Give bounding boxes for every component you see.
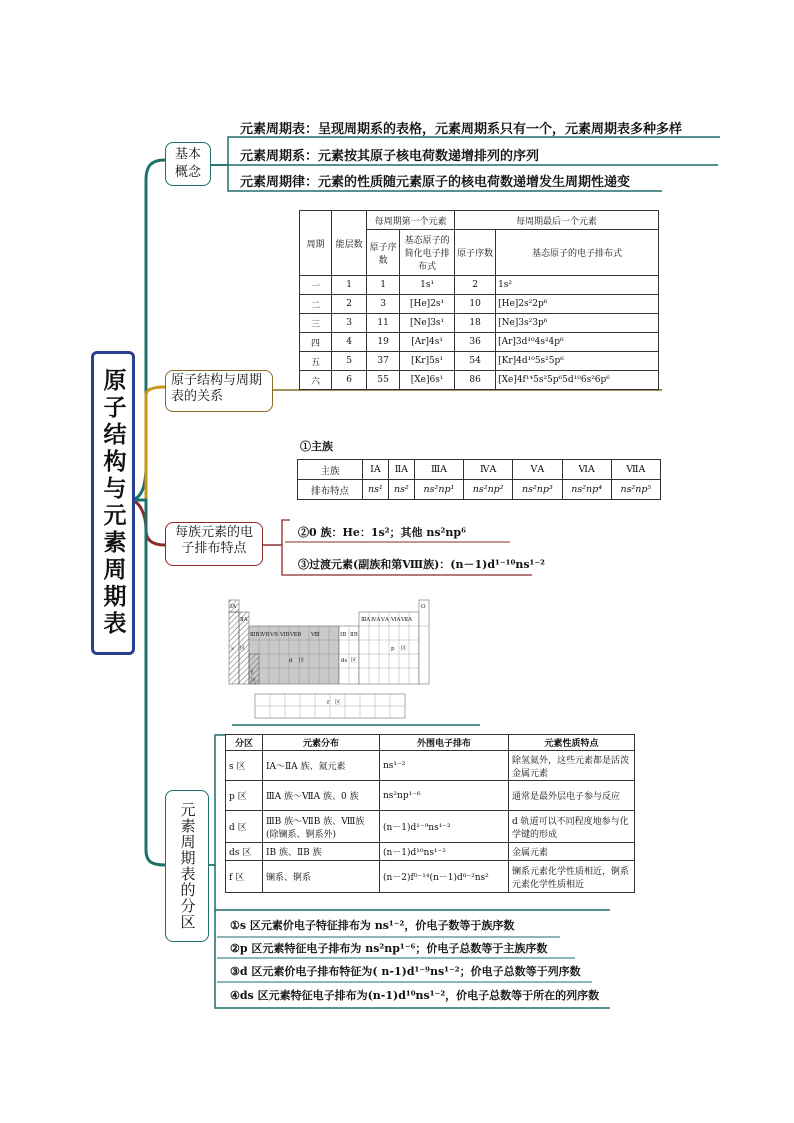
th-z1: 原子序数 [367,230,400,276]
root-title-box [91,351,135,655]
pt-label-iiia: ⅢA [361,617,371,623]
table-row: 六 6 55 [Xe]6s¹ 86 [Xe]4f¹⁴5s²5p⁶5d¹⁰6s²6p⁶ [300,371,659,390]
pt-label-iva: ⅣA [371,617,381,623]
pt-label-vb: ⅤB [270,632,279,638]
family-node [165,522,263,566]
pt-label-p-zone: 区 [401,646,407,652]
basic-item-1: 元素周期表：呈现周期系的表格，元素周期系只有一个，元素周期表多种多样 [240,122,683,137]
pt-label-iia: ⅡA [240,617,248,623]
pt-label-f2: f [327,700,330,706]
pt-label-iib: ⅡB [350,632,358,638]
transition-text: ③过渡元素(副族和第Ⅷ族)：(n－1)d¹⁻¹⁰ns¹⁻² [298,558,545,571]
basic-item-2: 元素周期系：元素按其原子核电荷数递增排列的序列 [240,149,540,164]
zones-table-wrap [225,734,635,893]
pt-label-ib: ⅠB [340,632,347,638]
table-row: p 区 ⅢA 族～ⅦA 族、0 族 ns²np¹⁻⁶ 通常是最外层电子参与反应 [226,781,635,811]
root-title: 原子结构与元素周期表 [99,368,127,638]
pt-label-iiib: ⅢB [250,632,260,638]
zones-node [165,790,209,942]
pt-label-viii: Ⅷ [311,632,320,638]
pt-label-o: O [421,604,426,610]
zone-note-3: ③d 区元素价电子排布特征为( n-1)d¹⁻⁹ns¹⁻²；价电子总数等于列序数 [230,965,581,978]
pt-label-f-zone: 区 [251,678,257,684]
pt-label-ia: IA [230,604,237,610]
th-cfg1: 基态原子的简化电子排布式 [400,230,455,276]
pt-label-vib: ⅥB [280,632,290,638]
table-row: 排布特点 ns¹ ns² ns²np¹ ns²np² ns²np³ ns²np⁴ ns²np⁵ [298,480,661,500]
zone-note-2: ②p 区元素特征电子排布为 ns²np¹⁻⁶；价电子总数等于主族序数 [230,942,548,955]
pt-label-s: s [231,646,234,652]
zone-note-1: ①s 区元素价电子特征排布为 ns¹⁻²，价电子数等于族序数 [230,919,515,932]
period-table-wrap [299,210,659,390]
pt-label-va: ⅤA [381,617,389,623]
th-first: 每周期第一个元素 [367,211,455,230]
pt-label-p: p [391,646,395,652]
periodic-zone-sketch [227,598,437,720]
table-row: 分区 元素分布 外围电子排布 元素性质特点 [226,735,635,751]
main-group-title: ①主族 [300,440,333,453]
zero-group-text: ②0 族：He：1s²；其他 ns²np⁶ [298,526,466,539]
main-group-table [297,459,661,500]
table-row: 主族 ⅠA ⅡA ⅢA ⅣA ⅤA ⅥA ⅦA [298,460,661,480]
pt-label-via: ⅥA [391,617,401,623]
main-group-table-wrap [297,459,661,500]
table-row: ds 区 ⅠB 族、ⅡB 族 (n－1)d¹⁰ns¹⁻² 金属元素 [226,843,635,861]
pt-label-f: f [251,670,254,676]
relation-node [165,370,273,412]
pt-label-f2-zone: 区 [335,700,341,706]
th-period: 周期 [300,211,332,276]
pt-label-ivb: ⅣB [260,632,270,638]
table-row: 四 4 19 [Ar]4s¹ 36 [Ar]3d¹⁰4s²4p⁶ [300,333,659,352]
zone-note-4: ④ds 区元素特征电子排布为(n-1)d¹⁰ns¹⁻²，价电子总数等于所在的列序数 [230,989,600,1002]
relation-label: 原子结构与周期表的关系 [171,373,263,404]
pt-label-viib: ⅦB [290,632,302,638]
table-row: 五 5 37 [Kr]5s¹ 54 [Kr]4d¹⁰5s²5p⁶ [300,352,659,371]
th-z2: 原子序数 [455,230,496,276]
zones-table [225,734,635,893]
table-row: s 区 ⅠA～ⅡA 族、氦元素 ns¹⁻² 除氢氦外，这些元素都是活泼金属元素 [226,751,635,781]
table-row: 三 3 11 [Ne]3s¹ 18 [Ne]3s²3p⁶ [300,314,659,333]
family-label: 每族元素的电子排布特点 [174,525,253,556]
basic-item-3: 元素周期律：元素的性质随元素原子的核电荷数递增发生周期性递变 [240,175,631,190]
pt-label-ds-zone: 区 [351,658,357,664]
pt-label-ds: ds [341,658,348,664]
pt-label-d-zone: 区 [299,658,305,664]
th-shells: 能层数 [332,211,367,276]
table-row: f 区 镧系、锕系 (n－2)f⁰⁻¹⁴(n－1)d⁰⁻²ns² 镧系元素化学性质相近，锕系元素化学性质相近 [226,861,635,893]
table-row: 二 2 3 [He]2s¹ 10 [He]2s²2p⁶ [300,295,659,314]
zones-label: 元素周期表的分区 [178,802,197,930]
th-cfg2: 基态原子的电子排布式 [496,230,659,276]
basic-concept-label: 基本概念 [174,147,201,180]
pt-label-s-zone: 区 [240,646,246,652]
basic-concept-node [165,142,211,186]
pt-label-d: d [289,658,293,664]
table-row: d 区 ⅢB 族～ⅦB 族、Ⅷ族(除镧系、锕系外) (n－1)d¹⁻⁹ns¹⁻² d 轨道可以不同程度地参与化学键的形成 [226,811,635,843]
table-row: 一 1 1 1s¹ 2 1s² [300,276,659,295]
th-last: 每周期最后一个元素 [455,211,659,230]
pt-label-viia: ⅦA [401,617,413,623]
period-table [299,210,659,390]
